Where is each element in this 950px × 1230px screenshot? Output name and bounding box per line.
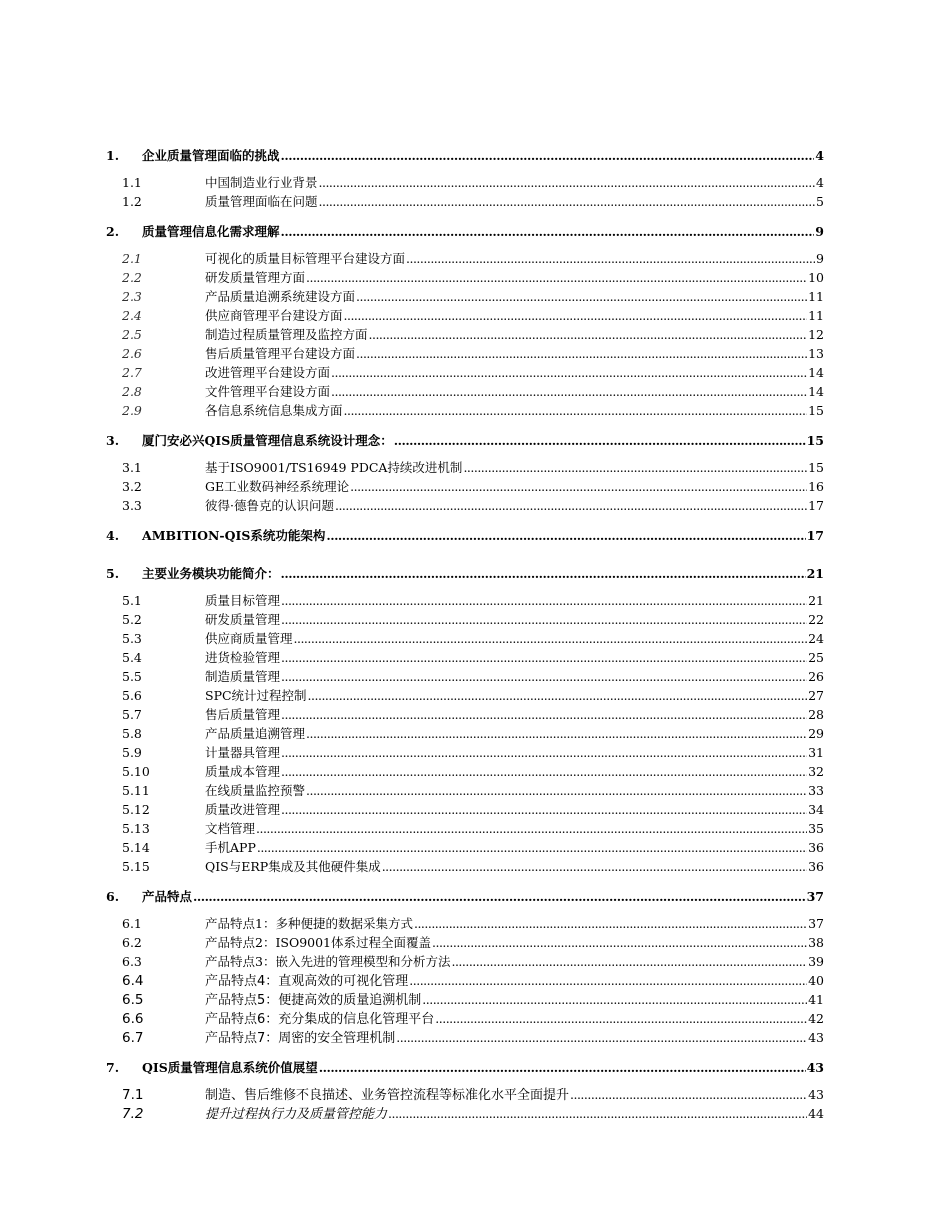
section-gap bbox=[104, 420, 824, 431]
toc-entry-title: 产品质量追溯系统建设方面 bbox=[205, 289, 356, 304]
toc-subsection-entry[interactable] bbox=[104, 800, 824, 819]
toc-entry-number: 3.1 bbox=[122, 460, 142, 475]
toc-entry-title: 文件管理平台建设方面 bbox=[205, 384, 331, 399]
toc-leader-dots bbox=[281, 762, 807, 781]
toc-page-number: 36 bbox=[808, 840, 824, 855]
toc-subsection-entry[interactable] bbox=[104, 306, 824, 325]
toc-entry-number: 5.9 bbox=[122, 745, 142, 760]
toc-leader-dots bbox=[422, 990, 807, 1009]
toc-subsection-entry[interactable] bbox=[104, 857, 824, 876]
toc-subsection-entry[interactable] bbox=[104, 990, 824, 1009]
toc-entry-number: 2.8 bbox=[122, 384, 142, 399]
toc-page-number: 14 bbox=[808, 365, 824, 380]
toc-page-number: 29 bbox=[808, 726, 824, 741]
toc-page-number: 4 bbox=[815, 148, 824, 163]
toc-entry-title: 主要业务模块功能简介： bbox=[142, 566, 280, 581]
toc-page-number: 24 bbox=[808, 631, 824, 646]
toc-page-number: 35 bbox=[808, 821, 824, 836]
toc-entry-title: 厦门安必兴QIS质量管理信息系统设计理念： bbox=[142, 433, 393, 448]
toc-entry-number: 3.3 bbox=[122, 498, 142, 513]
toc-subsection-entry[interactable] bbox=[104, 819, 824, 838]
toc-leader-dots bbox=[414, 914, 807, 933]
toc-leader-dots bbox=[369, 325, 808, 344]
toc-entry-number: 5. bbox=[106, 566, 120, 581]
toc-entry-number: 2.6 bbox=[122, 346, 142, 361]
toc-entry-title: 质量目标管理 bbox=[205, 593, 281, 608]
toc-page-number: 37 bbox=[806, 889, 824, 904]
toc-subsection-entry[interactable] bbox=[104, 268, 824, 287]
toc-entry-number: 1. bbox=[106, 148, 120, 163]
toc-page-number: 11 bbox=[808, 308, 824, 323]
toc-leader-dots bbox=[350, 477, 807, 496]
toc-entry-title: 产品特点3：嵌入先进的管理模型和分析方法 bbox=[205, 954, 451, 969]
section-gap bbox=[104, 515, 824, 526]
toc-entry-title: GE工业数码神经系统理论 bbox=[205, 479, 350, 494]
toc-page-number: 13 bbox=[808, 346, 824, 361]
toc-page-number: 40 bbox=[808, 973, 824, 988]
toc-entry-number: 4. bbox=[106, 528, 120, 543]
toc-entry-title: 售后质量管理 bbox=[205, 707, 281, 722]
section-gap bbox=[104, 211, 824, 222]
toc-entry-title: 改进管理平台建设方面 bbox=[205, 365, 331, 380]
toc-leader-dots bbox=[356, 287, 807, 306]
toc-entry-title: 研发质量管理 bbox=[205, 612, 281, 627]
toc-page-number: 15 bbox=[808, 403, 824, 418]
toc-leader-dots bbox=[281, 705, 807, 724]
toc-subsection-entry[interactable] bbox=[104, 344, 824, 363]
toc-leader-dots bbox=[356, 344, 807, 363]
toc-page-number: 33 bbox=[808, 783, 824, 798]
toc-page-number: 21 bbox=[808, 593, 824, 608]
toc-entry-number: 6.1 bbox=[122, 916, 142, 931]
toc-entry-title: 质量改进管理 bbox=[205, 802, 281, 817]
toc-subsection-entry[interactable] bbox=[104, 1085, 824, 1104]
toc-leader-dots bbox=[306, 268, 807, 287]
toc-entry-number: 5.10 bbox=[122, 764, 150, 779]
toc-leader-dots bbox=[463, 458, 807, 477]
toc-page-number: 31 bbox=[808, 745, 824, 760]
toc-entry-number: 2.3 bbox=[122, 289, 142, 304]
toc-leader-dots bbox=[396, 1028, 807, 1047]
toc-entry-title: 产品特点1：多种便捷的数据采集方式 bbox=[205, 916, 413, 931]
toc-leader-dots bbox=[409, 971, 807, 990]
toc-section-entry[interactable] bbox=[104, 1058, 824, 1077]
toc-entry-number: 5.7 bbox=[122, 707, 142, 722]
toc-entry-title: 产品特点7：周密的安全管理机制 bbox=[205, 1031, 396, 1046]
toc-entry-number: 5.12 bbox=[122, 802, 150, 817]
toc-entry-title: 产品特点2：ISO9001体系过程全面覆盖 bbox=[205, 935, 432, 950]
toc-entry-number: 7. bbox=[106, 1060, 120, 1075]
toc-entry-title: 质量成本管理 bbox=[205, 764, 281, 779]
toc-page-number: 44 bbox=[808, 1106, 824, 1121]
toc-page-number: 14 bbox=[808, 384, 824, 399]
toc-entry-number: 2.7 bbox=[122, 365, 142, 380]
toc-page-number: 38 bbox=[808, 935, 824, 950]
toc-entry-number: 2.5 bbox=[122, 327, 142, 342]
toc-entry-title: QIS与ERP集成及其他硬件集成 bbox=[205, 859, 381, 874]
toc-entry-title: 质量管理面临在问题 bbox=[205, 194, 318, 209]
toc-entry-number: 6.6 bbox=[122, 1011, 144, 1027]
toc-leader-dots bbox=[281, 146, 815, 165]
toc-page-number: 42 bbox=[808, 1011, 824, 1026]
toc-entry-title: 供应商质量管理 bbox=[205, 631, 293, 646]
toc-entry-title: 产品特点4：直观高效的可视化管理 bbox=[205, 974, 409, 989]
toc-page-number: 43 bbox=[806, 1060, 824, 1075]
toc-subsection-entry[interactable] bbox=[104, 249, 824, 268]
toc-leader-dots bbox=[406, 249, 815, 268]
toc-entry-number: 6.5 bbox=[122, 992, 144, 1008]
toc-page-number: 11 bbox=[808, 289, 824, 304]
toc-entry-number: 3. bbox=[106, 433, 120, 448]
toc-entry-number: 5.2 bbox=[122, 612, 142, 627]
toc-entry-number: 2.4 bbox=[122, 308, 142, 323]
toc-entry-number: 2.1 bbox=[122, 251, 142, 266]
toc-section-entry[interactable] bbox=[104, 887, 824, 906]
toc-entry-title: 进货检验管理 bbox=[205, 650, 281, 665]
toc-leader-dots bbox=[319, 173, 816, 192]
toc-entry-number: 2. bbox=[106, 224, 120, 239]
toc-leader-dots bbox=[257, 838, 807, 857]
toc-leader-dots bbox=[388, 1104, 807, 1123]
toc-subsection-entry[interactable] bbox=[104, 477, 824, 496]
toc-entry-number: 6. bbox=[106, 889, 120, 904]
toc-subsection-entry[interactable] bbox=[104, 781, 824, 800]
toc-leader-dots bbox=[319, 192, 816, 211]
toc-entry-title: 售后质量管理平台建设方面 bbox=[205, 346, 356, 361]
toc-subsection-entry[interactable] bbox=[104, 933, 824, 952]
toc-page-number: 15 bbox=[808, 460, 824, 475]
toc-subsection-entry[interactable] bbox=[104, 458, 824, 477]
toc-subsection-entry[interactable] bbox=[104, 1009, 824, 1028]
toc-entry-number: 5.15 bbox=[122, 859, 150, 874]
toc-entry-number: 7.1 bbox=[122, 1087, 144, 1103]
toc-entry-title: 制造质量管理 bbox=[205, 669, 281, 684]
toc-page-number: 17 bbox=[806, 528, 824, 543]
toc-leader-dots bbox=[435, 1009, 807, 1028]
toc-leader-dots bbox=[306, 781, 807, 800]
toc-leader-dots bbox=[281, 648, 807, 667]
toc-page-number: 36 bbox=[808, 859, 824, 874]
toc-leader-dots bbox=[344, 401, 808, 420]
toc-page-number: 4 bbox=[816, 175, 824, 190]
table-of-contents bbox=[104, 146, 824, 1123]
toc-subsection-entry[interactable] bbox=[104, 610, 824, 629]
toc-page-number: 15 bbox=[806, 433, 824, 448]
toc-entry-number: 1.2 bbox=[122, 194, 142, 209]
toc-entry-number: 5.5 bbox=[122, 669, 142, 684]
toc-page-number: 39 bbox=[808, 954, 824, 969]
toc-leader-dots bbox=[281, 743, 807, 762]
toc-leader-dots bbox=[432, 933, 807, 952]
toc-entry-number: 2.2 bbox=[122, 270, 142, 285]
toc-entry-title: SPC统计过程控制 bbox=[205, 688, 307, 703]
toc-subsection-entry[interactable] bbox=[104, 952, 824, 971]
toc-entry-number: 5.13 bbox=[122, 821, 150, 836]
toc-entry-number: 5.6 bbox=[122, 688, 142, 703]
toc-leader-dots bbox=[281, 564, 806, 583]
toc-entry-number: 2.9 bbox=[122, 403, 142, 418]
toc-entry-title: 产品特点5：便捷高效的质量追溯机制 bbox=[205, 993, 422, 1008]
toc-page-number: 34 bbox=[808, 802, 824, 817]
toc-subsection-entry[interactable] bbox=[104, 173, 824, 192]
toc-subsection-entry[interactable] bbox=[104, 496, 824, 515]
toc-subsection-entry[interactable] bbox=[104, 743, 824, 762]
toc-page-number: 25 bbox=[808, 650, 824, 665]
toc-leader-dots bbox=[331, 363, 807, 382]
toc-entry-number: 5.8 bbox=[122, 726, 142, 741]
toc-page-number: 21 bbox=[806, 566, 824, 581]
toc-page-number: 17 bbox=[808, 498, 824, 513]
toc-entry-number: 6.4 bbox=[122, 973, 144, 989]
toc-entry-title: 供应商管理平台建设方面 bbox=[205, 308, 343, 323]
toc-entry-title: 研发质量管理方面 bbox=[205, 270, 306, 285]
toc-entry-number: 5.1 bbox=[122, 593, 142, 608]
toc-entry-title: 质量管理信息化需求理解 bbox=[142, 224, 280, 239]
toc-leader-dots bbox=[319, 1058, 806, 1077]
toc-entry-title: 计量器具管理 bbox=[205, 745, 281, 760]
toc-page-number: 41 bbox=[808, 992, 824, 1007]
toc-subsection-entry[interactable] bbox=[104, 667, 824, 686]
toc-page-number: 16 bbox=[808, 479, 824, 494]
toc-subsection-entry[interactable] bbox=[104, 838, 824, 857]
toc-leader-dots bbox=[394, 431, 806, 450]
toc-subsection-entry[interactable] bbox=[104, 629, 824, 648]
toc-entry-number: 5.4 bbox=[122, 650, 142, 665]
toc-subsection-entry[interactable] bbox=[104, 1028, 824, 1047]
toc-subsection-entry[interactable] bbox=[104, 192, 824, 211]
toc-entry-title: 产品质量追溯管理 bbox=[205, 726, 306, 741]
toc-entry-title: 基于ISO9001/TS16949 PDCA持续改进机制 bbox=[205, 460, 463, 475]
toc-subsection-entry[interactable] bbox=[104, 648, 824, 667]
toc-entry-title: 制造、售后维修不良描述、业务管控流程等标准化水平全面提升 bbox=[205, 1088, 570, 1103]
toc-entry-number: 5.3 bbox=[122, 631, 142, 646]
toc-page-number: 22 bbox=[808, 612, 824, 627]
toc-entry-title: 企业质量管理面临的挑战 bbox=[142, 148, 280, 163]
toc-subsection-entry[interactable] bbox=[104, 382, 824, 401]
toc-entry-title: 产品特点6：充分集成的信息化管理平台 bbox=[205, 1012, 435, 1027]
toc-page-number: 32 bbox=[808, 764, 824, 779]
toc-entry-title: 制造过程质量管理及监控方面 bbox=[205, 327, 368, 342]
toc-entry-number: 3.2 bbox=[122, 479, 142, 494]
toc-subsection-entry[interactable] bbox=[104, 971, 824, 990]
toc-entry-title: 可视化的质量目标管理平台建设方面 bbox=[205, 251, 406, 266]
toc-leader-dots bbox=[306, 724, 807, 743]
toc-entry-number: 6.7 bbox=[122, 1030, 144, 1046]
section-gap bbox=[104, 553, 824, 564]
toc-subsection-entry[interactable] bbox=[104, 591, 824, 610]
toc-entry-title: 彼得·德鲁克的认识问题 bbox=[205, 498, 334, 513]
toc-entry-title: AMBITION-QIS系统功能架构 bbox=[142, 528, 326, 543]
toc-subsection-entry[interactable] bbox=[104, 401, 824, 420]
toc-page-number: 43 bbox=[808, 1087, 824, 1102]
toc-entry-number: 1.1 bbox=[122, 175, 142, 190]
toc-page-number: 5 bbox=[816, 194, 824, 209]
toc-leader-dots bbox=[281, 591, 807, 610]
toc-leader-dots bbox=[335, 496, 807, 515]
toc-leader-dots bbox=[308, 686, 808, 705]
toc-section-entry[interactable] bbox=[104, 431, 824, 450]
toc-entry-title: 各信息系统信息集成方面 bbox=[205, 403, 343, 418]
toc-page-number: 9 bbox=[816, 251, 824, 266]
toc-subsection-entry[interactable] bbox=[104, 325, 824, 344]
toc-section-entry[interactable] bbox=[104, 564, 824, 583]
toc-leader-dots bbox=[193, 887, 806, 906]
section-gap bbox=[104, 1047, 824, 1058]
toc-section-entry[interactable] bbox=[104, 222, 824, 241]
toc-subsection-entry[interactable] bbox=[104, 287, 824, 306]
toc-page-number: 28 bbox=[808, 707, 824, 722]
toc-subsection-entry[interactable] bbox=[104, 705, 824, 724]
toc-leader-dots bbox=[451, 952, 807, 971]
toc-entry-number: 6.2 bbox=[122, 935, 142, 950]
toc-subsection-entry[interactable] bbox=[104, 1104, 824, 1123]
toc-leader-dots bbox=[344, 306, 808, 325]
toc-page-number: 12 bbox=[808, 327, 824, 342]
toc-page-number: 27 bbox=[808, 688, 824, 703]
toc-page-number: 26 bbox=[808, 669, 824, 684]
toc-leader-dots bbox=[256, 819, 807, 838]
toc-entry-number: 5.14 bbox=[122, 840, 150, 855]
section-gap bbox=[104, 876, 824, 887]
toc-leader-dots bbox=[326, 526, 805, 545]
toc-section-entry[interactable] bbox=[104, 146, 824, 165]
toc-subsection-entry[interactable] bbox=[104, 686, 824, 705]
toc-page-number: 9 bbox=[815, 224, 824, 239]
toc-entry-title: 中国制造业行业背景 bbox=[205, 175, 318, 190]
toc-entry-title: 产品特点 bbox=[142, 889, 193, 904]
toc-page-number: 37 bbox=[808, 916, 824, 931]
toc-section-entry[interactable] bbox=[104, 526, 824, 545]
toc-entry-number: 6.3 bbox=[122, 954, 142, 969]
toc-subsection-entry[interactable] bbox=[104, 914, 824, 933]
toc-subsection-entry[interactable] bbox=[104, 762, 824, 781]
toc-leader-dots bbox=[570, 1085, 807, 1104]
toc-entry-title: 在线质量监控预警 bbox=[205, 783, 306, 798]
toc-entry-title: 文档管理 bbox=[205, 821, 256, 836]
toc-leader-dots bbox=[281, 667, 807, 686]
toc-entry-title: 提升过程执行力及质量管控能力 bbox=[205, 1107, 388, 1122]
toc-leader-dots bbox=[294, 629, 808, 648]
toc-entry-title: QIS质量管理信息系统价值展望 bbox=[142, 1060, 318, 1075]
toc-entry-number: 5.11 bbox=[122, 783, 150, 798]
toc-leader-dots bbox=[281, 222, 815, 241]
toc-subsection-entry[interactable] bbox=[104, 724, 824, 743]
toc-page-number: 43 bbox=[808, 1030, 824, 1045]
toc-entry-number: 7.2 bbox=[122, 1106, 144, 1122]
toc-leader-dots bbox=[382, 857, 807, 876]
toc-leader-dots bbox=[281, 610, 807, 629]
toc-subsection-entry[interactable] bbox=[104, 363, 824, 382]
toc-entry-title: 手机APP bbox=[205, 840, 256, 855]
toc-leader-dots bbox=[281, 800, 807, 819]
toc-leader-dots bbox=[331, 382, 807, 401]
toc-page-number: 10 bbox=[808, 270, 824, 285]
